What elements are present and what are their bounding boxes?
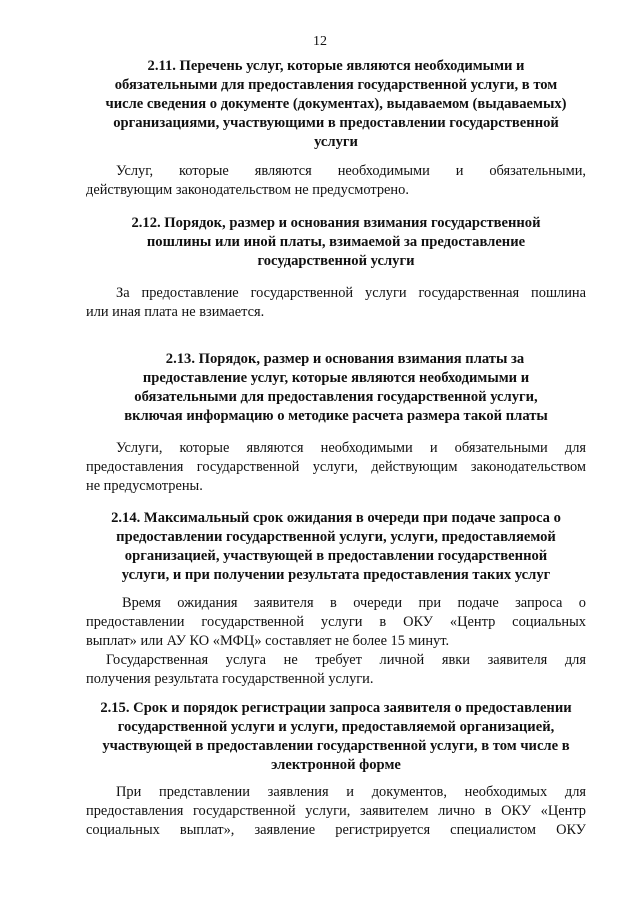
body-line: предоставления государственной услуги, действующим законодательством: [86, 459, 586, 475]
heading-line: 2.13. Порядок, размер и основания взимания платы за: [165, 351, 525, 367]
heading-line: обязательными для предоставления государственной услуги, в том: [114, 77, 558, 93]
section-2-11-heading: [86, 57, 586, 152]
heading-line: предоставлении государственной услуги, услуги, предоставляемой: [116, 529, 556, 545]
body-line: Услуги, которые являются необходимыми и обязательными для: [116, 440, 586, 456]
body-line: получения результата государственной услуги.: [86, 671, 374, 687]
heading-line: 2.12. Порядок, размер и основания взимания государственной: [131, 215, 541, 231]
heading-line: электронной форме: [271, 757, 401, 773]
body-line: Государственная услуга не требует личной явки заявителя для: [106, 652, 586, 668]
body-line: Услуг, которые являются необходимыми и обязательными,: [116, 163, 586, 179]
heading-line: обязательными для предоставления государственной услуги,: [134, 389, 538, 405]
body-line: действующим законодательством не предусмотрено.: [86, 182, 409, 198]
heading-line: включая информацию о методике расчета размера такой платы: [124, 408, 548, 424]
section-2-15-heading: [86, 699, 586, 775]
heading-line: пошлины или иной платы, взимаемой за предоставление: [146, 234, 526, 250]
section-2-12-heading: [86, 214, 586, 271]
body-line: социальных выплат», заявление регистрируется специалистом ОКУ: [86, 822, 586, 838]
section-2-15-body: [86, 783, 586, 840]
heading-line: числе сведения о документе (документах), выдаваемом (выдаваемых): [105, 96, 567, 112]
body-line: Время ожидания заявителя в очереди при подаче запроса о: [122, 595, 586, 611]
body-line: выплат» или АУ КО «МФЦ» составляет не более 15 минут.: [86, 633, 450, 649]
heading-line: государственной услуги: [257, 253, 415, 269]
heading-line: государственной услуги и услуги, предоставляемой организацией,: [117, 719, 555, 735]
heading-line: организацией, участвующей в предоставлении государственной: [124, 548, 548, 564]
heading-line: услуги: [314, 134, 358, 150]
heading-line: 2.14. Максимальный срок ожидания в очереди при подаче запроса о: [111, 510, 561, 526]
body-line: или иная плата не взимается.: [86, 304, 265, 320]
heading-line: 2.11. Перечень услуг, которые являются необходимыми и: [147, 58, 525, 74]
section-2-12-body: [86, 284, 586, 322]
heading-line: участвующей в предоставлении государственной услуги, в том числе в: [102, 738, 570, 754]
section-2-13-body: [86, 439, 586, 496]
body-line: При представлении заявления и документов, необходимых для: [116, 784, 586, 800]
section-2-13-heading: [86, 350, 586, 426]
heading-line: организациями, участвующими в предоставлении государственной: [113, 115, 559, 131]
body-line: предоставления государственной услуги, заявителем лично в ОКУ «Центр: [86, 803, 586, 819]
section-2-11-body: [86, 162, 586, 200]
body-line: предоставлении государственной услуги в ОКУ «Центр социальных: [86, 614, 586, 630]
page-number: 12: [313, 34, 327, 49]
body-line: За предоставление государственной услуги государственная пошлина: [116, 285, 586, 301]
body-line: не предусмотрены.: [86, 478, 203, 494]
section-2-14-body: [86, 594, 586, 689]
heading-line: 2.15. Срок и порядок регистрации запроса заявителя о предоставлении: [100, 700, 572, 716]
heading-line: предоставление услуг, которые являются необходимыми и: [142, 370, 530, 386]
section-2-14-heading: [86, 509, 586, 585]
heading-line: услуги, и при получении результата предоставления таких услуг: [121, 567, 551, 583]
